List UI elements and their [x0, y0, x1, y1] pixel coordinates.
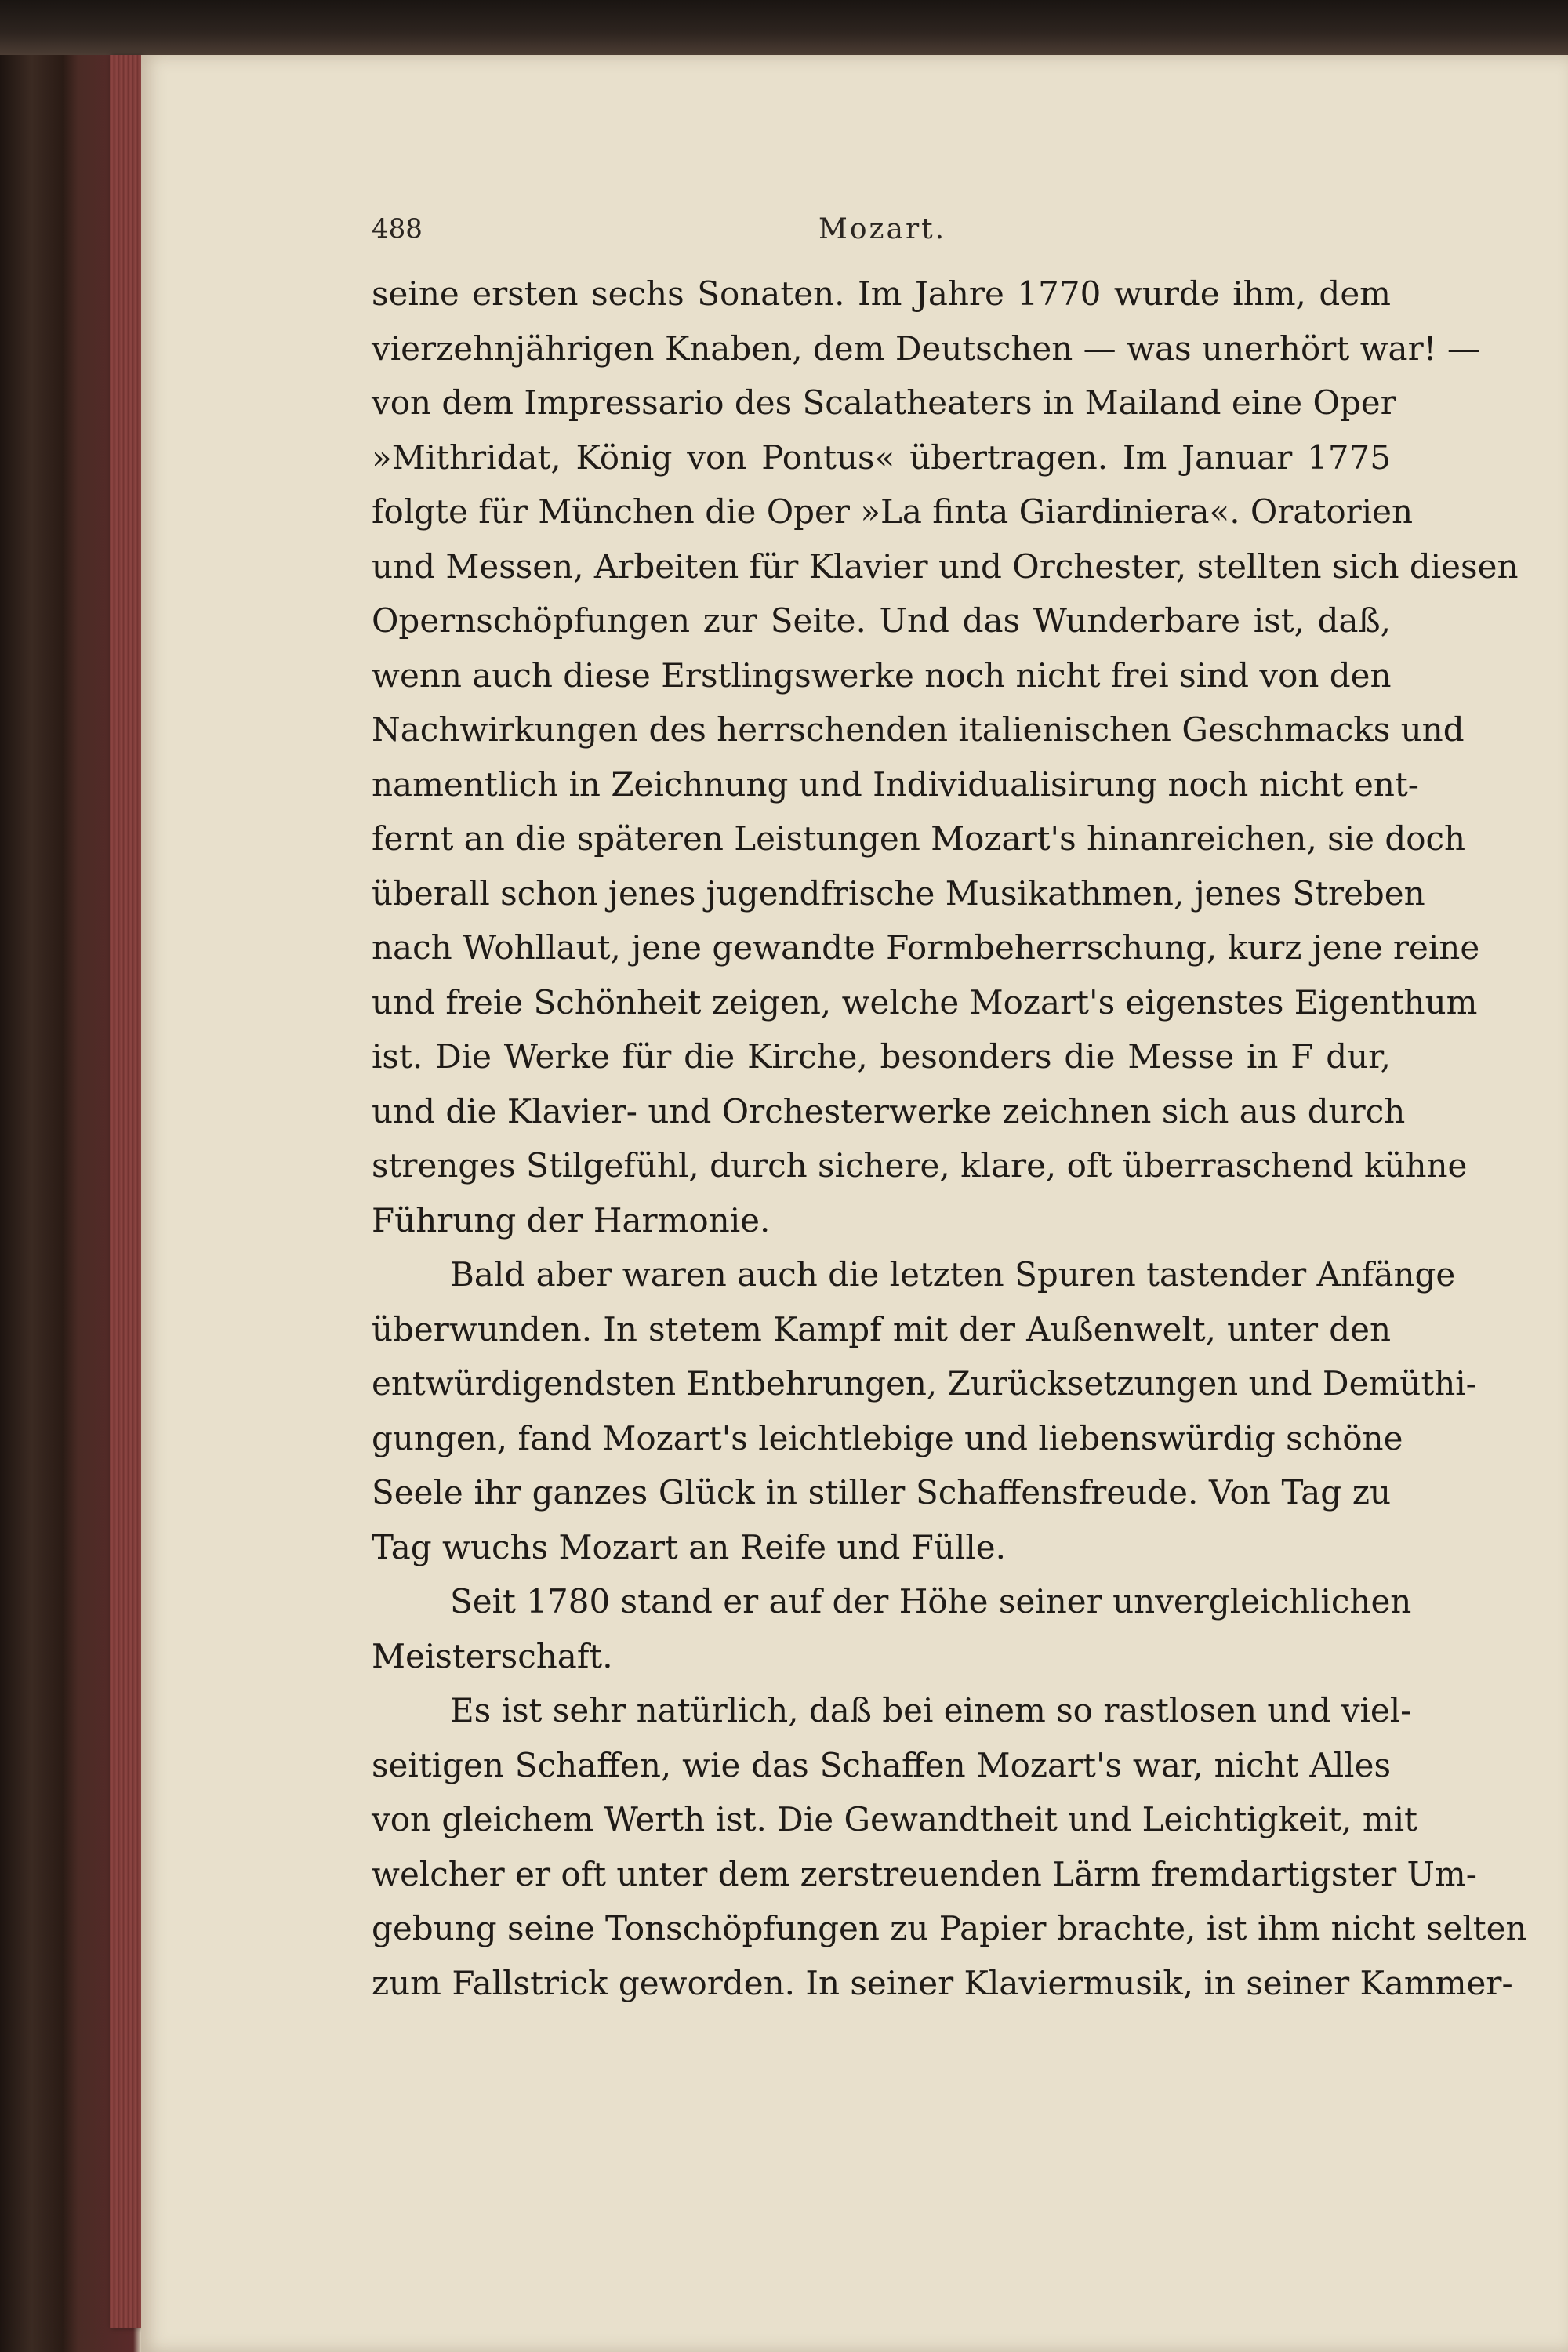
text-line: überall schon jenes jugendfrische Musikathmen, jenes Streben — [372, 873, 1425, 913]
text-line: »Mithridat, König von Pontus« übertragen. Im Januar 1775 — [372, 437, 1391, 477]
text-line: nach Wohllaut, jene gewandte Formbeherrschung, kurz jene reine — [372, 928, 1480, 967]
text-line: welcher er oft unter dem zerstreuenden Lärm fremdartigster Um- — [372, 1854, 1477, 1893]
text-line: von dem Impressario des Scalatheaters in Mailand eine Oper — [372, 383, 1396, 422]
text-line: entwürdigendsten Entbehrungen, Zurücksetzungen und Demüthi- — [372, 1364, 1477, 1403]
text-line: folgte für München die Oper »La finta Giardiniera«. Oratorien — [372, 492, 1414, 531]
page-header — [372, 213, 1391, 248]
text-line: Seele ihr ganzes Glück in stiller Schaffensfreude. Von Tag zu — [372, 1473, 1391, 1512]
text-line: und die Klavier- und Orchesterwerke zeichnen sich aus durch — [372, 1091, 1406, 1131]
text-line: strenges Stilgefühl, durch sichere, klare, oft überraschend kühne — [372, 1146, 1468, 1185]
text-line: fernt an die späteren Leistungen Mozart's hinanreichen, sie doch — [372, 819, 1466, 858]
text-line: gebung seine Tonschöpfungen zu Papier brachte, ist ihm nicht selten — [372, 1909, 1527, 1947]
paragraph-end-line: Führung der Harmonie. — [372, 1200, 771, 1240]
book-cover-edge — [0, 0, 1568, 55]
paragraph-end-line: Tag wuchs Mozart an Reife und Fülle. — [372, 1527, 1006, 1566]
paragraph-start-line: Bald aber waren auch die letzten Spuren tastender Anfänge — [450, 1255, 1456, 1294]
running-head: Mozart. — [818, 213, 947, 245]
text-line: seitigen Schaffen, wie das Schaffen Mozart's war, nicht Alles — [372, 1745, 1391, 1784]
text-line: überwunden. In stetem Kampf mit der Außenwelt, unter den — [372, 1309, 1391, 1348]
text-line: wenn auch diese Erstlingswerke noch nicht frei sind von den — [372, 655, 1392, 695]
paragraph-start-line: Es ist sehr natürlich, daß bei einem so rastlosen und viel- — [450, 1691, 1412, 1730]
text-line: von gleichem Werth ist. Die Gewandtheit und Leichtigkeit, mit — [372, 1800, 1417, 1838]
text-line: Nachwirkungen des herrschenden italienischen Geschmacks und — [372, 710, 1465, 749]
text-line: namentlich in Zeichnung und Individualisirung noch nicht ent- — [372, 764, 1419, 804]
text-line: seine ersten sechs Sonaten. Im Jahre 1770 wurde ihm, dem — [372, 274, 1391, 313]
text-line: Opernschöpfungen zur Seite. Und das Wunderbare ist, daß, — [372, 601, 1391, 640]
text-line: und freie Schönheit zeigen, welche Mozart's eigenstes Eigenthum — [372, 982, 1478, 1022]
page-number: 488 — [372, 213, 423, 245]
page-stack-edge — [110, 55, 141, 2328]
body-text — [372, 267, 1527, 2010]
text-line: ist. Die Werke für die Kirche, besonders die Messe in F dur, — [372, 1037, 1391, 1076]
text-line: zum Fallstrick geworden. In seiner Klaviermusik, in seiner Kammer- — [372, 1963, 1513, 2002]
text-line: vierzehnjährigen Knaben, dem Deutschen — was unerhört war! — — [372, 328, 1480, 368]
paragraph-end-line: Meisterschaft. — [372, 1636, 613, 1675]
paragraph-start-line: Seit 1780 stand er auf der Höhe seiner unvergleichlichen — [450, 1582, 1412, 1621]
text-line: gungen, fand Mozart's leichtlebige und liebenswürdig schöne — [372, 1418, 1403, 1457]
text-line: und Messen, Arbeiten für Klavier und Orchester, stellten sich diesen — [372, 546, 1519, 586]
